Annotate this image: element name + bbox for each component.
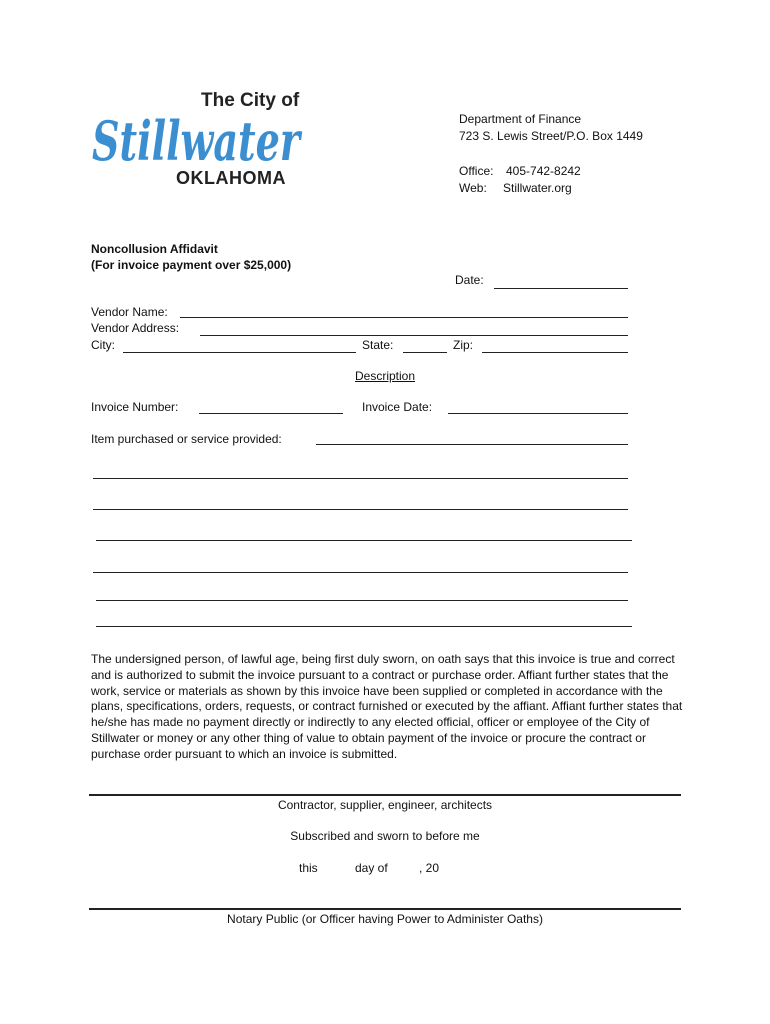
web-url[interactable]: Stillwater.org [503, 181, 572, 195]
description-line[interactable] [93, 572, 628, 573]
date-field[interactable] [494, 288, 628, 289]
web-label: Web: [459, 181, 487, 195]
date-label: Date: [455, 273, 484, 287]
description-line[interactable] [96, 600, 628, 601]
zip-field[interactable] [482, 352, 628, 353]
invoice-number-field[interactable] [199, 413, 343, 414]
vendor-address-label: Vendor Address: [91, 321, 180, 335]
city-label: City: [91, 338, 115, 352]
form-subtitle: (For invoice payment over $25,000) [91, 258, 292, 272]
logo-the-city-of: The City of [201, 90, 300, 111]
description-line[interactable] [96, 626, 632, 627]
logo-wordmark-text: Stillwater [92, 109, 303, 173]
dept-name: Department of Finance [459, 112, 582, 126]
logo-state: OKLAHOMA [176, 168, 286, 188]
state-label: State: [362, 338, 394, 352]
invoice-number-label: Invoice Number: [91, 400, 179, 414]
this-label: this [299, 861, 318, 875]
item-field[interactable] [316, 444, 628, 445]
description-heading: Description [355, 369, 416, 383]
affidavit-text: The undersigned person, of lawful age, being first duly sworn, on oath says that this invoice is true and correct and is authorized to submit the invoice pursuant to a contract or purchase order. Affiant further states that the work, service or materials as shown by this invoice have been supplied or completed in accordance with the plans, specifications, orders, requests, or contract furnished or executed by the affiant. Affiant further states that he/she has made no payment directly or indirectly to any elected official, officer or employee of the City of Stillwater or money or any other thing of value to obtain payment of the invoice or procure the contract or purchase order pursuant to which an invoice is submitted. [91, 652, 683, 761]
year-label: , 20 [419, 861, 440, 875]
invoice-date-label: Invoice Date: [362, 400, 433, 414]
description-line[interactable] [93, 478, 628, 479]
vendor-name-label: Vendor Name: [91, 305, 168, 319]
form-title: Noncollusion Affidavit [91, 242, 218, 256]
city-logo [90, 88, 305, 188]
office-phone: 405-742-8242 [506, 164, 581, 178]
description-line[interactable] [96, 540, 632, 541]
office-label: Office: [459, 164, 494, 178]
subscribed-text: Subscribed and sworn to before me [290, 829, 480, 843]
notary-caption: Notary Public (or Officer having Power to Administer Oaths) [227, 912, 543, 926]
vendor-address-field[interactable] [200, 335, 628, 336]
notary-signature-line[interactable] [89, 908, 681, 910]
description-line[interactable] [93, 509, 628, 510]
stillwater-wordmark [90, 100, 305, 175]
item-label: Item purchased or service provided: [91, 432, 282, 446]
city-field[interactable] [123, 352, 356, 353]
dept-address: 723 S. Lewis Street/P.O. Box 1449 [459, 129, 643, 143]
state-field[interactable] [403, 352, 447, 353]
day-of-label: day of [355, 861, 388, 875]
contractor-signature-line[interactable] [89, 794, 681, 796]
contractor-caption: Contractor, supplier, engineer, architects [277, 798, 493, 812]
zip-label: Zip: [453, 338, 474, 352]
vendor-name-field[interactable] [180, 317, 628, 318]
invoice-date-field[interactable] [448, 413, 628, 414]
